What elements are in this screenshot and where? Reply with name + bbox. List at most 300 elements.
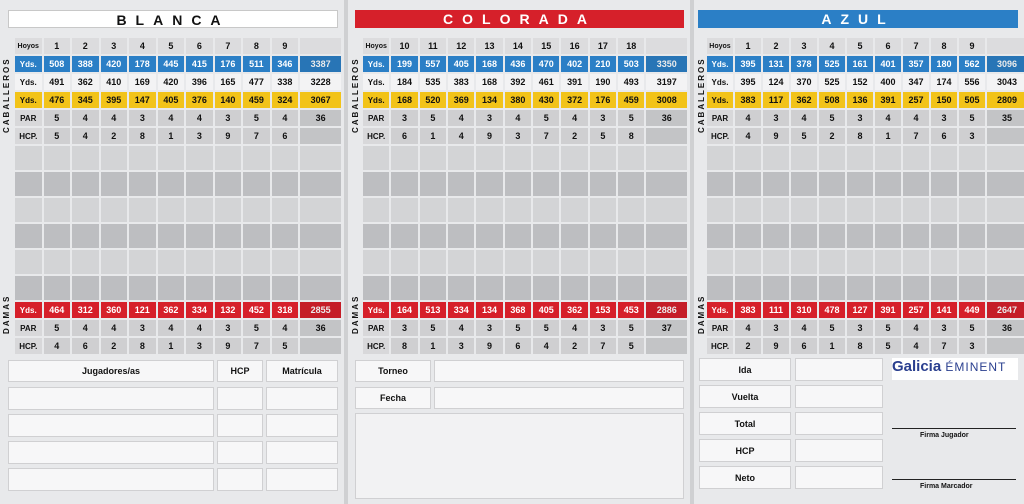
score-cell[interactable] — [561, 250, 587, 274]
score-cell[interactable] — [707, 224, 733, 248]
side-label-damas: DAMAS — [697, 294, 706, 334]
yellow-tee-yards-row — [363, 92, 687, 108]
score-cell[interactable] — [987, 250, 1024, 274]
score-cell[interactable] — [448, 172, 474, 196]
score-cell[interactable] — [618, 146, 644, 170]
score-cell[interactable] — [420, 146, 446, 170]
score-cell[interactable] — [215, 172, 242, 196]
hole-cell: 362 — [72, 74, 99, 90]
total-field[interactable] — [795, 412, 883, 435]
score-cell[interactable] — [420, 250, 446, 274]
score-entry-row — [15, 250, 341, 274]
score-cell[interactable] — [476, 250, 502, 274]
player-license-field[interactable] — [266, 468, 338, 491]
score-cell[interactable] — [186, 250, 213, 274]
score-cell[interactable] — [363, 172, 389, 196]
row-label: HCP. — [363, 128, 389, 144]
score-cell[interactable] — [420, 198, 446, 222]
score-cell[interactable] — [505, 250, 531, 274]
score-entry-row — [363, 224, 687, 248]
score-cell[interactable] — [646, 250, 687, 274]
score-cell[interactable] — [129, 198, 156, 222]
hole-cell: 164 — [391, 302, 417, 318]
sponsor-logo — [892, 358, 1018, 380]
score-cell[interactable] — [476, 198, 502, 222]
score-cell[interactable] — [735, 224, 761, 248]
hole-cell: 2 — [101, 338, 128, 354]
score-cell[interactable] — [791, 250, 817, 274]
hole-cell: 5 — [875, 320, 901, 336]
score-cell[interactable] — [129, 250, 156, 274]
score-cell[interactable] — [931, 198, 957, 222]
hole-cell: 5 — [420, 110, 446, 126]
score-cell[interactable] — [476, 172, 502, 196]
score-cell[interactable] — [791, 198, 817, 222]
hole-cell: 4 — [72, 110, 99, 126]
player-license-field[interactable] — [266, 387, 338, 410]
score-cell[interactable] — [707, 198, 733, 222]
player-license-field[interactable] — [266, 441, 338, 464]
score-cell[interactable] — [129, 146, 156, 170]
score-cell[interactable] — [819, 224, 845, 248]
score-cell[interactable] — [186, 276, 213, 300]
score-cell[interactable] — [300, 250, 341, 274]
score-cell[interactable] — [903, 146, 929, 170]
score-cell[interactable] — [186, 224, 213, 248]
score-cell[interactable] — [215, 276, 242, 300]
score-cell[interactable] — [847, 172, 873, 196]
score-cell[interactable] — [272, 224, 299, 248]
score-cell[interactable] — [735, 146, 761, 170]
score-cell[interactable] — [561, 146, 587, 170]
score-cell[interactable] — [763, 224, 789, 248]
score-cell[interactable] — [158, 276, 185, 300]
hole-cell: 16 — [561, 38, 587, 54]
score-cell[interactable] — [243, 172, 270, 196]
side-label-damas: DAMAS — [351, 294, 360, 334]
hole-cell: 5 — [420, 320, 446, 336]
score-cell[interactable] — [186, 172, 213, 196]
score-cell[interactable] — [903, 172, 929, 196]
score-cell[interactable] — [931, 172, 957, 196]
hole-cell: 3 — [391, 110, 417, 126]
score-cell[interactable] — [646, 146, 687, 170]
score-cell[interactable] — [819, 250, 845, 274]
score-cell[interactable] — [931, 276, 957, 300]
tournament-label: Torneo — [378, 366, 408, 376]
score-cell[interactable] — [959, 224, 985, 248]
score-cell[interactable] — [847, 146, 873, 170]
score-cell[interactable] — [847, 198, 873, 222]
total-cell: 36 — [987, 320, 1024, 336]
score-cell[interactable] — [505, 146, 531, 170]
score-cell[interactable] — [618, 250, 644, 274]
score-cell[interactable] — [391, 276, 417, 300]
row-label: Hoyos — [707, 38, 733, 54]
player-license-field[interactable] — [266, 414, 338, 437]
hole-cell: 360 — [101, 302, 128, 318]
score-cell[interactable] — [590, 276, 616, 300]
score-cell[interactable] — [903, 250, 929, 274]
score-cell[interactable] — [735, 198, 761, 222]
score-cell[interactable] — [15, 276, 42, 300]
score-cell[interactable] — [272, 250, 299, 274]
score-cell[interactable] — [618, 198, 644, 222]
score-cell[interactable] — [300, 172, 341, 196]
score-cell[interactable] — [215, 250, 242, 274]
tournament-field[interactable] — [434, 360, 684, 382]
net-field[interactable] — [795, 466, 883, 489]
score-cell[interactable] — [243, 146, 270, 170]
score-cell[interactable] — [272, 172, 299, 196]
score-cell[interactable] — [590, 198, 616, 222]
score-cell[interactable] — [15, 172, 42, 196]
score-cell[interactable] — [448, 146, 474, 170]
score-cell[interactable] — [561, 276, 587, 300]
player-name-field[interactable] — [8, 468, 214, 491]
score-cell[interactable] — [707, 146, 733, 170]
score-cell[interactable] — [505, 224, 531, 248]
score-cell[interactable] — [243, 224, 270, 248]
score-cell[interactable] — [791, 276, 817, 300]
score-cell[interactable] — [44, 198, 71, 222]
score-cell[interactable] — [363, 198, 389, 222]
score-cell[interactable] — [763, 198, 789, 222]
total-cell: 2647 — [987, 302, 1024, 318]
hole-cell: 3 — [476, 110, 502, 126]
score-cell[interactable] — [272, 198, 299, 222]
hole-cell: 3 — [959, 128, 985, 144]
score-cell[interactable] — [791, 172, 817, 196]
score-cell[interactable] — [646, 198, 687, 222]
score-cell[interactable] — [44, 224, 71, 248]
hole-cell: 4 — [791, 320, 817, 336]
score-cell[interactable] — [533, 276, 559, 300]
ladies-hcp-row — [707, 338, 1024, 354]
score-cell[interactable] — [987, 276, 1024, 300]
score-cell[interactable] — [158, 146, 185, 170]
score-cell[interactable] — [735, 172, 761, 196]
hole-cell: 4 — [791, 110, 817, 126]
score-cell[interactable] — [129, 276, 156, 300]
hole-cell: 168 — [476, 74, 502, 90]
player-name-field[interactable] — [8, 387, 214, 410]
score-cell[interactable] — [243, 250, 270, 274]
score-cell[interactable] — [561, 172, 587, 196]
hole-cell: 5 — [819, 320, 845, 336]
score-cell[interactable] — [391, 146, 417, 170]
hole-cell: 4 — [272, 110, 299, 126]
score-cell[interactable] — [791, 224, 817, 248]
score-cell[interactable] — [875, 250, 901, 274]
score-cell[interactable] — [15, 224, 42, 248]
score-cell[interactable] — [987, 146, 1024, 170]
total-cell — [987, 128, 1024, 144]
score-cell[interactable] — [505, 172, 531, 196]
score-cell[interactable] — [448, 198, 474, 222]
player-name-field[interactable] — [8, 441, 214, 464]
score-cell[interactable] — [618, 172, 644, 196]
hole-cell: 152 — [847, 74, 873, 90]
score-cell[interactable] — [215, 198, 242, 222]
score-cell[interactable] — [847, 250, 873, 274]
blue-tee-yards-row — [707, 56, 1024, 72]
score-cell[interactable] — [15, 198, 42, 222]
score-cell[interactable] — [931, 146, 957, 170]
score-cell[interactable] — [363, 250, 389, 274]
score-cell[interactable] — [875, 146, 901, 170]
hole-cell: 4 — [903, 338, 929, 354]
score-cell[interactable] — [158, 198, 185, 222]
total-cell — [646, 338, 687, 354]
hole-cell: 2 — [763, 38, 789, 54]
score-cell[interactable] — [215, 224, 242, 248]
score-cell[interactable] — [707, 172, 733, 196]
score-cell[interactable] — [300, 198, 341, 222]
score-cell[interactable] — [763, 146, 789, 170]
score-cell[interactable] — [763, 172, 789, 196]
score-cell[interactable] — [391, 172, 417, 196]
date-field[interactable] — [434, 387, 684, 409]
score-cell[interactable] — [819, 172, 845, 196]
score-cell[interactable] — [646, 224, 687, 248]
hole-cell: 169 — [129, 74, 156, 90]
score-cell[interactable] — [791, 146, 817, 170]
score-entry-row — [707, 146, 1024, 170]
ladies-hcp-row — [363, 338, 687, 354]
hole-cell: 117 — [763, 92, 789, 108]
score-cell[interactable] — [875, 224, 901, 248]
score-cell[interactable] — [72, 250, 99, 274]
score-cell[interactable] — [129, 224, 156, 248]
hole-cell: 7 — [903, 128, 929, 144]
marker-signature-line[interactable] — [892, 479, 1016, 480]
score-cell[interactable] — [215, 146, 242, 170]
score-cell[interactable] — [101, 172, 128, 196]
score-cell[interactable] — [533, 172, 559, 196]
score-cell[interactable] — [533, 198, 559, 222]
score-cell[interactable] — [847, 276, 873, 300]
hole-cell: 3 — [590, 110, 616, 126]
total-cell: 2886 — [646, 302, 687, 318]
score-cell[interactable] — [875, 172, 901, 196]
score-cell[interactable] — [158, 224, 185, 248]
hole-cell: 5 — [44, 128, 71, 144]
score-cell[interactable] — [300, 224, 341, 248]
score-cell[interactable] — [272, 146, 299, 170]
score-cell[interactable] — [903, 276, 929, 300]
license-label: Matrícula — [282, 366, 322, 376]
hole-cell: 184 — [391, 74, 417, 90]
score-cell[interactable] — [391, 198, 417, 222]
total-cell — [300, 338, 341, 354]
score-cell[interactable] — [819, 198, 845, 222]
hole-cell: 436 — [505, 56, 531, 72]
score-cell[interactable] — [44, 276, 71, 300]
score-cell[interactable] — [875, 198, 901, 222]
score-cell[interactable] — [987, 172, 1024, 196]
score-cell[interactable] — [763, 250, 789, 274]
score-cell[interactable] — [44, 250, 71, 274]
score-cell[interactable] — [590, 224, 616, 248]
score-cell[interactable] — [476, 146, 502, 170]
score-cell[interactable] — [646, 276, 687, 300]
score-cell[interactable] — [420, 172, 446, 196]
score-cell[interactable] — [158, 172, 185, 196]
score-cell[interactable] — [959, 250, 985, 274]
score-cell[interactable] — [847, 224, 873, 248]
hole-cell: 257 — [903, 92, 929, 108]
hole-cell: 6 — [791, 338, 817, 354]
score-cell[interactable] — [931, 224, 957, 248]
score-cell[interactable] — [505, 198, 531, 222]
score-cell[interactable] — [819, 146, 845, 170]
score-cell[interactable] — [561, 198, 587, 222]
hole-cell: 5 — [590, 128, 616, 144]
notes-area[interactable] — [355, 413, 684, 499]
score-cell[interactable] — [618, 276, 644, 300]
score-cell[interactable] — [363, 146, 389, 170]
hole-cell: 334 — [186, 302, 213, 318]
hole-cell: 2 — [101, 128, 128, 144]
score-cell[interactable] — [590, 250, 616, 274]
player-hcp-field[interactable] — [217, 441, 263, 464]
score-cell[interactable] — [618, 224, 644, 248]
hole-cell: 4 — [158, 320, 185, 336]
hole-cell: 430 — [533, 92, 559, 108]
score-cell[interactable] — [101, 146, 128, 170]
score-cell[interactable] — [72, 146, 99, 170]
score-cell[interactable] — [391, 224, 417, 248]
out-total-field[interactable] — [795, 358, 883, 381]
score-cell[interactable] — [561, 224, 587, 248]
score-cell[interactable] — [243, 198, 270, 222]
score-cell[interactable] — [819, 276, 845, 300]
score-cell[interactable] — [72, 198, 99, 222]
score-cell[interactable] — [129, 172, 156, 196]
player-hcp-field[interactable] — [217, 414, 263, 437]
score-cell[interactable] — [476, 276, 502, 300]
score-cell[interactable] — [987, 224, 1024, 248]
hole-cell: 3 — [186, 128, 213, 144]
hole-cell: 4 — [533, 338, 559, 354]
score-cell[interactable] — [533, 250, 559, 274]
score-cell[interactable] — [533, 146, 559, 170]
hole-cell: 4 — [101, 320, 128, 336]
score-cell[interactable] — [44, 172, 71, 196]
score-cell[interactable] — [903, 224, 929, 248]
score-cell[interactable] — [448, 250, 474, 274]
hole-cell: 368 — [505, 302, 531, 318]
hole-cell: 7 — [243, 128, 270, 144]
score-cell[interactable] — [533, 224, 559, 248]
score-cell[interactable] — [300, 146, 341, 170]
score-cell[interactable] — [505, 276, 531, 300]
score-cell[interactable] — [448, 224, 474, 248]
score-cell[interactable] — [420, 276, 446, 300]
score-cell[interactable] — [272, 276, 299, 300]
score-cell[interactable] — [959, 198, 985, 222]
score-cell[interactable] — [590, 172, 616, 196]
score-cell[interactable] — [101, 224, 128, 248]
hole-cell: 3 — [215, 110, 242, 126]
score-cell[interactable] — [590, 146, 616, 170]
score-cell[interactable] — [707, 250, 733, 274]
row-label: Yds. — [15, 74, 42, 90]
score-cell[interactable] — [987, 198, 1024, 222]
score-cell[interactable] — [959, 276, 985, 300]
in-total-field[interactable] — [795, 385, 883, 408]
score-cell[interactable] — [959, 146, 985, 170]
player-name-field[interactable] — [8, 414, 214, 437]
score-cell[interactable] — [476, 224, 502, 248]
row-label: Yds. — [363, 302, 389, 318]
score-cell[interactable] — [363, 276, 389, 300]
hole-cell: 383 — [735, 92, 761, 108]
score-cell[interactable] — [44, 146, 71, 170]
score-cell[interactable] — [72, 224, 99, 248]
score-cell[interactable] — [763, 276, 789, 300]
score-cell[interactable] — [101, 198, 128, 222]
score-cell[interactable] — [959, 172, 985, 196]
player-hcp-field[interactable] — [217, 468, 263, 491]
score-cell[interactable] — [243, 276, 270, 300]
hole-cell: 5 — [875, 338, 901, 354]
hole-cell: 445 — [158, 56, 185, 72]
hole-cell: 383 — [735, 302, 761, 318]
hole-cell: 4 — [448, 110, 474, 126]
score-cell[interactable] — [186, 146, 213, 170]
hole-cell: 8 — [847, 338, 873, 354]
total-cell — [300, 128, 341, 144]
score-cell[interactable] — [903, 198, 929, 222]
score-cell[interactable] — [931, 250, 957, 274]
total-cell — [646, 38, 687, 54]
row-label: Yds. — [15, 92, 42, 108]
player-signature-line[interactable] — [892, 428, 1016, 429]
hcp-total-field[interactable] — [795, 439, 883, 462]
blue-tee-yards-row — [363, 56, 687, 72]
row-label: PAR — [363, 110, 389, 126]
score-cell[interactable] — [101, 276, 128, 300]
hcp-label: HCP — [230, 366, 250, 376]
score-cell[interactable] — [875, 276, 901, 300]
score-cell[interactable] — [735, 276, 761, 300]
score-cell[interactable] — [391, 250, 417, 274]
score-cell[interactable] — [72, 276, 99, 300]
score-cell[interactable] — [72, 172, 99, 196]
hole-cell: 13 — [476, 38, 502, 54]
score-cell[interactable] — [300, 276, 341, 300]
score-cell[interactable] — [448, 276, 474, 300]
score-cell[interactable] — [707, 276, 733, 300]
hole-cell: 8 — [243, 38, 270, 54]
hole-cell: 5 — [618, 110, 644, 126]
score-cell[interactable] — [735, 250, 761, 274]
score-cell[interactable] — [101, 250, 128, 274]
score-cell[interactable] — [186, 198, 213, 222]
score-cell[interactable] — [420, 224, 446, 248]
score-cell[interactable] — [15, 146, 42, 170]
player-hcp-field[interactable] — [217, 387, 263, 410]
hole-cell: 535 — [420, 74, 446, 90]
score-cell[interactable] — [158, 250, 185, 274]
hole-cell: 508 — [819, 92, 845, 108]
row-label: HCP. — [363, 338, 389, 354]
score-cell[interactable] — [646, 172, 687, 196]
score-cell[interactable] — [363, 224, 389, 248]
score-cell[interactable] — [15, 250, 42, 274]
